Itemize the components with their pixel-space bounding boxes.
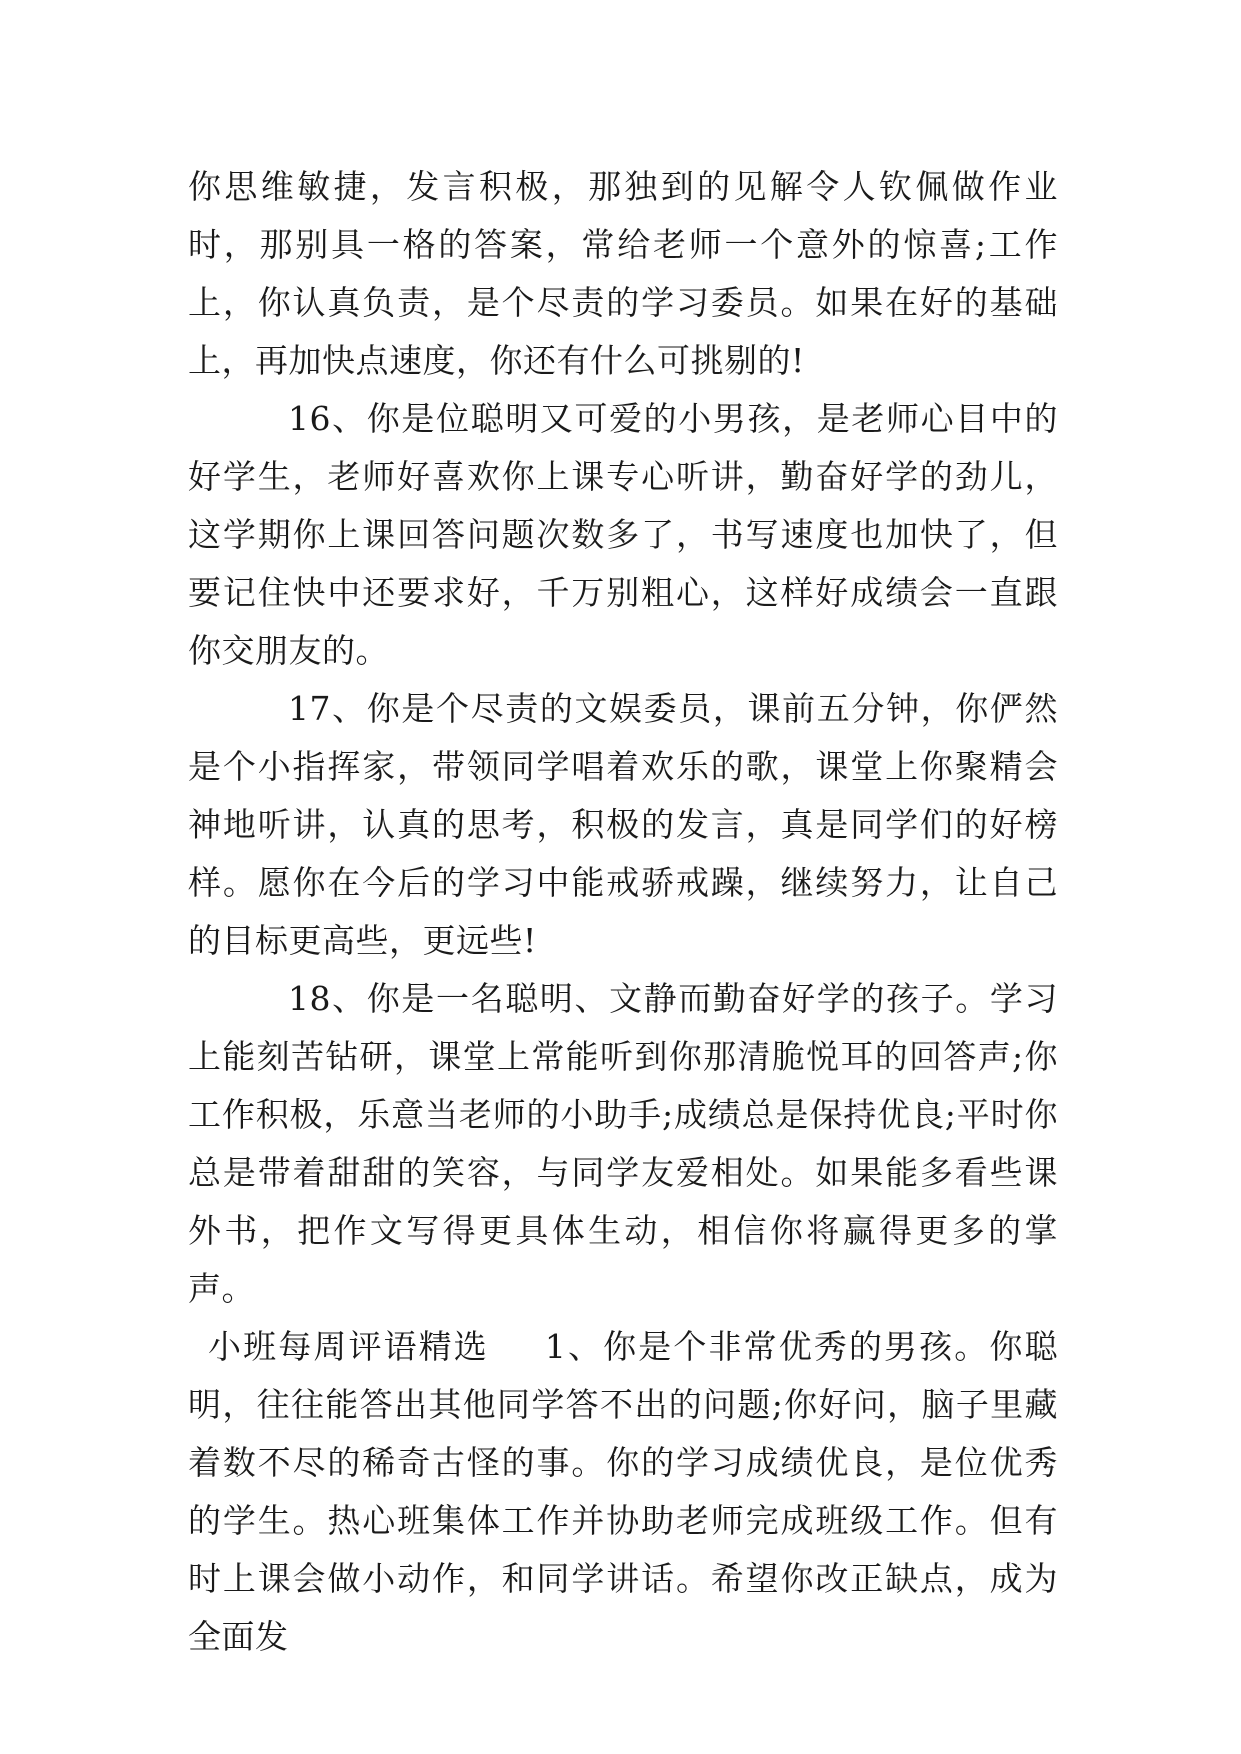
paragraph-continued: 你思维敏捷，发言积极，那独到的见解令人钦佩做作业时，那别具一格的答案，常给老师一个意外的惊喜;工作上，你认真负责，是个尽责的学习委员。如果在好的基础上，再加快点速度，你还有什么可挑剔的! [188,167,1058,380]
section-paragraph [188,1318,1058,1666]
paragraph-comment-18: 18、你是一名聪明、文静而勤奋好学的孩子。学习上能刻苦钻研，课堂上常能听到你那清脆悦耳的回答声;你工作积极，乐意当老师的小助手;成绩总是保持优良;平时你总是带着甜甜的笑容，与同学友爱相处。如果能多看些课外书，把作文写得更具体生动，相信你将赢得更多的掌声。 [188,979,1058,1308]
document-body [188,158,1058,1666]
paragraph-comment-16: 16、你是位聪明又可爱的小男孩，是老师心目中的好学生，老师好喜欢你上课专心听讲，勤奋好学的劲儿，这学期你上课回答问题次数多了，书写速度也加快了，但要记住快中还要求好，千万别粗心，这样好成绩会一直跟你交朋友的。 [188,399,1058,670]
paragraph-comment-17: 17、你是个尽责的文娱委员，课前五分钟，你俨然是个小指挥家，带领同学唱着欢乐的歌，课堂上你聚精会神地听讲，认真的思考，积极的发言，真是同学们的好榜样。愿你在今后的学习中能戒骄戒躁，继续努力，让自己的目标更高些，更远些! [188,689,1058,960]
section-title: 小班每周评语精选 [208,1327,489,1366]
paragraph-comment-1: 1、你是个非常优秀的男孩。你聪明，往往能答出其他同学答不出的问题;你好问，脑子里藏着数不尽的稀奇古怪的事。你的学习成绩优良，是位优秀的学生。热心班集体工作并协助老师完成班级工作。但有时上课会做小动作，和同学讲话。希望你改正缺点，成为全面发 [188,1327,1059,1656]
